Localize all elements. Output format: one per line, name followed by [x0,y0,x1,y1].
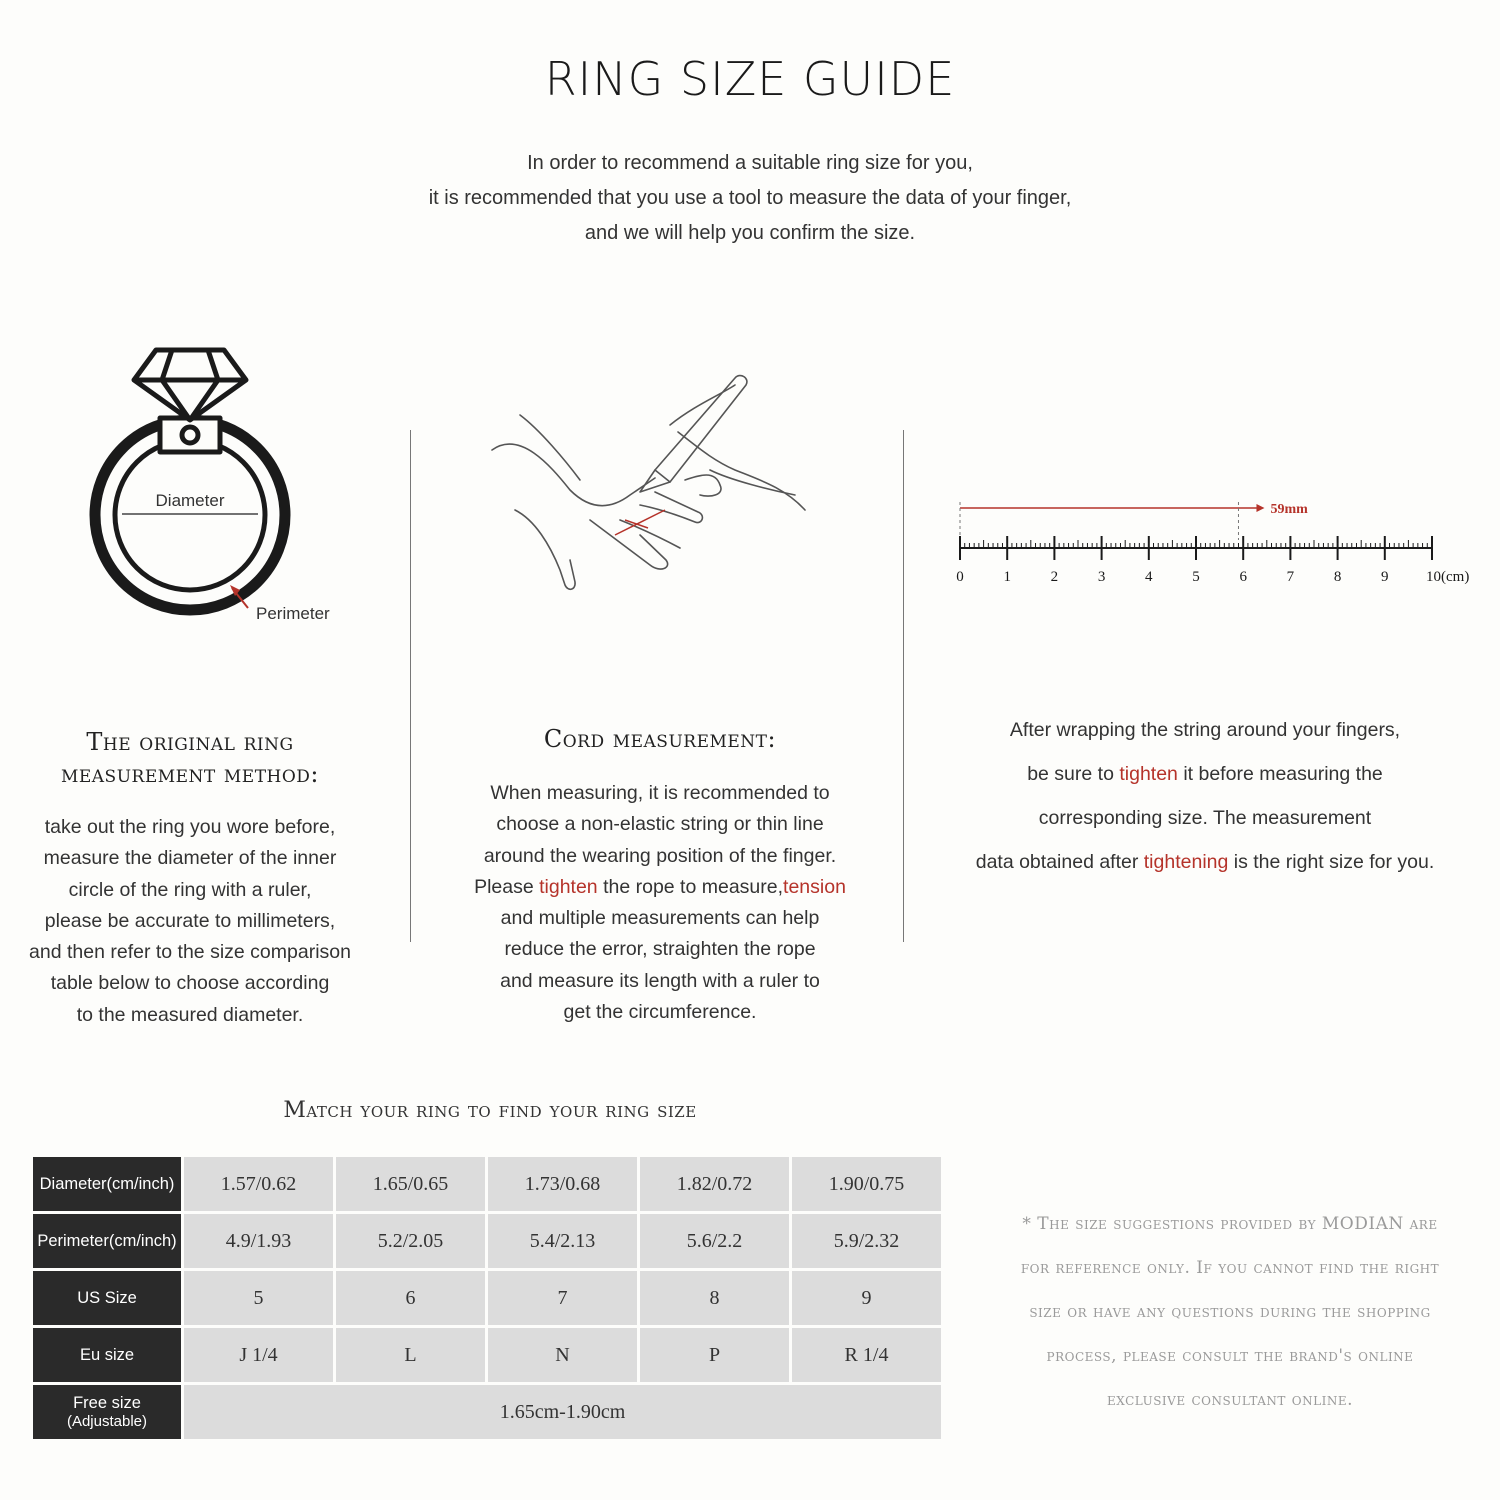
table-row [33,1328,941,1382]
table-cell: 5.2/2.05 [336,1214,485,1268]
intro-line: In order to recommend a suitable ring size for you, [527,152,973,174]
body-line: and then refer to the size comparison [29,941,351,964]
body-line: please be accurate to millimeters, [44,909,336,932]
diameter-label: Diameter [155,491,225,510]
table-cell: 1.82/0.72 [640,1157,789,1211]
free-size-value: 1.65cm-1.90cm [184,1385,941,1439]
body-line: table below to choose according [50,972,330,995]
body-line: After wrapping the string around your fingers, [1009,719,1401,741]
ruler-labels [956,569,1469,585]
table-cell: 6 [336,1271,485,1325]
intro-line: it is recommended that you use a tool to measure the data of your finger, [428,187,1072,209]
body-line: take out the ring you wore before, [44,816,336,838]
table-cell: P [640,1328,789,1382]
col2-heading: Cord measurement: [543,725,777,753]
table-row [33,1214,941,1268]
table-row [33,1157,941,1211]
column-divider [903,430,904,942]
body-line: measure the diameter of the inner [43,847,337,870]
column-divider [410,430,411,942]
intro-line: and we will help you confirm the size. [584,222,916,244]
ruler-label: 6 [1239,569,1247,585]
ruler-label: 3 [1097,569,1106,585]
intro-text [300,146,1200,251]
measure-arrowhead [1256,504,1264,512]
table-cell: 1.90/0.75 [792,1157,941,1211]
body-line: choose a non-elastic string or thin line [496,813,824,836]
disclaimer-line: process, please consult the brand's online [1046,1346,1414,1366]
ruler-label: 5 [1192,569,1200,585]
ruler-label: 9 [1381,569,1389,585]
body-line: When measuring, it is recommended to [490,782,830,804]
ruler-label: 4 [1145,569,1153,585]
table-cell: J 1/4 [184,1328,333,1382]
page-title: RING SIZE GUIDE [544,52,956,106]
heading-line: The original ring [86,728,294,756]
highlight-word: tension [783,875,846,898]
col1-body [20,812,360,1031]
table-cell: 1.65/0.65 [336,1157,485,1211]
table-cell: 5.6/2.2 [640,1214,789,1268]
ruler-label: 7 [1286,569,1295,585]
disclaimer-line: for reference only. If you cannot find the right [1020,1258,1440,1278]
ring-icon [95,350,285,610]
ruler-scale [960,536,1432,560]
hand-illustration [480,370,820,610]
body-line: circle of the ring with a ruler, [68,878,312,901]
free-size-label: Free size [73,1394,141,1412]
table-title: Match your ring to find your ring size [283,1098,697,1123]
perimeter-label: Perimeter [256,604,330,623]
ruler-label: 10(cm) [1426,569,1470,585]
col3-body [940,708,1470,884]
col1-heading [20,726,360,790]
table-cell: 7 [488,1271,637,1325]
heading-line: measurement method: [60,760,320,788]
table-cell: 5 [184,1271,333,1325]
body-line: data obtained after tightening is the right size for you. [975,851,1435,873]
highlight-word: tighten [1119,763,1178,785]
body-line: be sure to tighten it before measuring the [1027,763,1383,785]
body-line: and measure its length with a ruler to [500,969,820,992]
disclaimer-line: * The size suggestions provided by MODIAN are [1022,1214,1438,1234]
table-cell: 5.9/2.32 [792,1214,941,1268]
ruler-label: 0 [956,569,964,585]
highlight-word: tightening [1143,851,1229,873]
body-line: get the circumference. [563,1001,757,1024]
table-cell: N [488,1328,637,1382]
body-line: reduce the error, straighten the rope [504,938,816,961]
row-header [33,1385,181,1439]
disclaimer [990,1202,1470,1422]
table-cell: 8 [640,1271,789,1325]
body-line: and multiple measurements can help [500,907,820,930]
hand-icon [492,376,805,590]
measure-label: 59mm [1270,502,1308,517]
row-header: Eu size [33,1328,181,1382]
table-cell: 4.9/1.93 [184,1214,333,1268]
table-cell: L [336,1328,485,1382]
body-line: around the wearing position of the finger. [483,844,837,867]
cord-mark [615,510,665,535]
body-line: corresponding size. The measurement [1038,807,1372,829]
row-header: US Size [33,1271,181,1325]
body-line: Please tighten the rope to measure,tension [474,875,846,898]
table-cell: 1.73/0.68 [488,1157,637,1211]
disclaimer-line: exclusive consultant online. [1107,1390,1353,1410]
ruler-label: 1 [1003,569,1011,585]
table-cell: 5.4/2.13 [488,1214,637,1268]
row-header: Diameter(cm/inch) [33,1157,181,1211]
table-cell: 1.57/0.62 [184,1157,333,1211]
ring-diagram [80,340,380,630]
ruler-label: 2 [1050,569,1059,585]
ruler-diagram [940,490,1490,600]
body-line: to the measured diameter. [76,1003,304,1026]
free-size-sublabel: (Adjustable) [66,1413,148,1430]
ruler-label: 8 [1333,569,1342,585]
table-cell: R 1/4 [792,1328,941,1382]
highlight-word: tighten [539,875,598,898]
table-cell: 9 [792,1271,941,1325]
table-row [33,1271,941,1325]
size-table [30,1154,944,1442]
row-header: Perimeter(cm/inch) [33,1214,181,1268]
disclaimer-line: size or have any questions during the shopping [1029,1302,1431,1322]
col2-body [460,778,860,1028]
table-row [33,1385,941,1439]
